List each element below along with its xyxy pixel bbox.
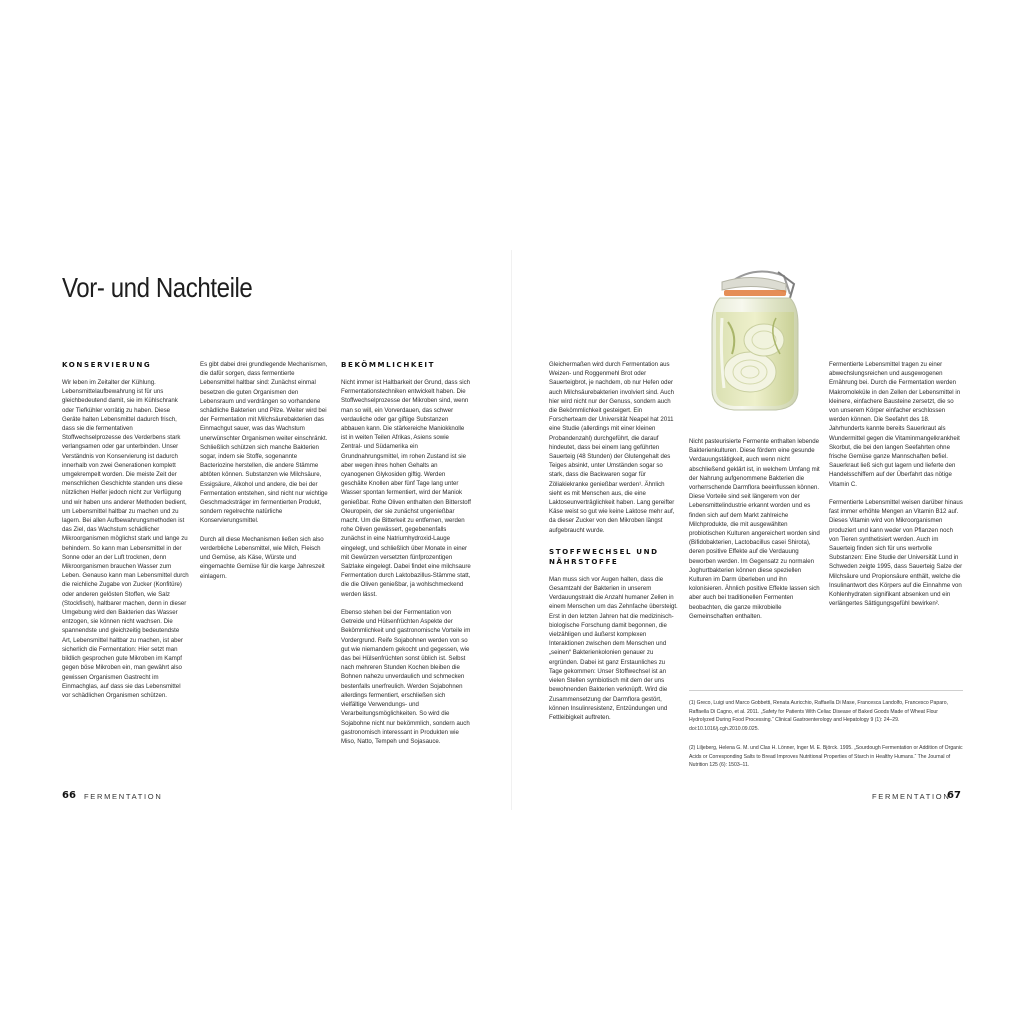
footnote-1: (1) Greco, Luigi und Marco Gobbetti, Renata Auricchio, Raffaella Di Mase, Francesca Landolfo, Francesco Paparo, Raffaella Di Cagno, et al. 2011. „Safety for Patients With Celiac Disease of Baked Goods Made of Wheat Flour Hydrolyzed During Food Processing.“ Clinical Gastroenterology and Hepatology 9 (1): 24–29. doi:10.1016/j.cgh.2010.09.025. [689,700,948,732]
paragraph: Nicht pasteurisierte Fermente enthalten lebende Bakterienkulturen. Diese fördern eine gesunde Verdauungstätigkeit, auch wenn nicht abschließend geklärt ist, in welchem Umfang mit der Nahrung aufgenommene Bakterien die vorherrschende Darmflora beeinflussen können. Diese Vorteile sind seit längerem von der Lebensmittelindustrie erkannt worden und es finden sich auf dem Markt zahlreiche Milchprodukte, die mit ausgewählten probiotischen Kulturen angereichert worden sind (Bifidobakterien, Lactobacillus casei Shirota), deren positive Effekte auf die Verdauung beworben werden. Im Gegensatz zu normalen Joghurtbakterien können diese speziellen Kulturen im Darm überleben und ihn kolonisieren. Ähnlich positive Effekte lassen sich aber auch bei traditionellen Fermenten beobachten, die ganze mikrobielle Gemeinschaften enthalten. [689,438,820,620]
paragraph: Man muss sich vor Augen halten, dass die Gesamtzahl der Bakterien in unserem Verdauungstrakt die Anzahl humaner Zellen in einem Menschen um das Zehnfache übersteigt. Erst in den letzten Jahren hat die medizinisch-biologische Forschung damit begonnen, die vielzähligen und äußerst komplexen Interaktionen zwischen dem Menschen und „seinen“ Bakterienkolonien genauer zu ergründen. Dabei ist ganz Erstaunliches zu Tage gekommen: Unser Stoffwechsel ist an vielen Stellen symbiotisch mit dem der uns bewohnenden Bakterien verknüpft. Wird die Zusammensetzung der Darmflora gestört, können Insulinresistenz, Entzündungen und Fettleibigkeit auftreten. [549,575,678,721]
paragraph: Fermentierte Lebensmittel weisen darüber hinaus fast immer erhöhte Mengen an Vitamin B12 auf. Dieses Vitamin wird von Mikroorganismen produziert und kann weder von Pflanzen noch von Tieren synthetisiert werden. Auch im Sauerteig finden sich für uns wertvolle Substanzen: Eine Studie der Universität Lund in Schweden zeigte 1995, dass Sauerteig Salze der Milchsäure und Propionsäure enthält, welche die Insulinantwort des Körpers auf die Einnahme von Kohlenhydraten signifikant absenken und ein verlängertes Sättigungsgefühl bewirken². [829,499,963,608]
page-number-left: 66 [62,790,76,801]
section-heading-stoffwechsel: STOFFWECHSEL UND NÄHRSTOFFE [549,546,659,566]
column-3 [341,360,471,746]
page-number-right: 67 [947,790,961,801]
section-heading-bekoemmlichkeit: BEKÖMMLICHKEIT [341,360,436,369]
column-2 [200,360,330,581]
section-heading-konservierung: KONSERVIERUNG [62,360,152,369]
column-4 [549,360,679,722]
paragraph: Fermentierte Lebensmittel tragen zu einer abwechslungsreichen und ausgewogenen Ernährung bei. Durch die Fermentation werden Makromoleküle in den Zellen der Lebensmittel in kleinere, einfachere Bausteine zersetzt, die so von unserem Körper einfacher erschlossen werden können. Die Seefahrt des 18. Jahrhunderts kannte bereits Sauerkraut als Wundermittel gegen die Vitaminmangelkrankheit Skorbut, die bei den langen Seefahrten ohne frische Gemüse ganze Mannschaften befiel. Sauerkraut ließ sich gut lagern und lieferte den Handelsschiffern auf der Überfahrt das nötige Vitamin C. [829,361,961,488]
paragraph: Wir leben im Zeitalter der Kühlung. Lebensmittelaufbewahrung ist für uns gleichbedeutend damit, sie im Kühlschrank oder Tiefkühler vorrätig zu haben. Diese Geräte halten Lebensmittel dadurch frisch, dass sie die fermentativen Stoffwechselprozesse des Verderbens stark verlangsamen oder gar unterbinden. Unser Verständnis von Konservierung ist dadurch innerhalb von zwei Generationen komplett umgekrempelt worden. Die meiste Zeit der menschlichen Geschichte standen uns diese nützlichen Helfer jedoch nicht zur Verfügung und wir haben uns anderer Methoden bedient, um Lebensmittel haltbar zu machen und zu lagern. Bei allen Aufbewahrungsmethoden ist das Ziel, das Wachstum schädlicher Mikroorganismen möglichst stark und lange zu behindern. So kann man Lebensmittel in der Sonne oder an der Luft trocknen, denn Mikroorganismen brauchen Wasser zum Leben. Genauso kann man Lebensmittel durch die reichliche Zugabe von Zucker (Konfitüre) oder anderen gelösten Stoffen, wie Salz (Stockfisch), haltbarer machen, denn in dieser Umgebung wird den Bakterien das Wasser entzogen, sie können nicht wachsen. Die spannendste und gleichzeitig bedeutendste Art, Lebensmittel haltbar zu machen, ist aber sicherlich die Fermentation: Hier setzt man bildlich gesprochen gute Mikroben im Kampf gegen böse Mikroben ein, man gewährt also gewissen Organismen Gastrecht im Einmachglas, auf dass sie das Lebensmittel vor schädlichen Organismen schützen. [62,379,189,699]
paragraph: Nicht immer ist Haltbarkeit der Grund, dass sich Fermentationstechniken entwickelt haben. Die Stoffwechselprozesse der Mikroben sind, wenn man so will, ein Vorverdauen, das schwer verdauliche oder gar giftige Substanzen abbauen kann. Die stärkereiche Maniokknolle ist in weiten Teilen Afrikas, Asiens sowie Zentral- und Südamerika ein Grundnahrungsmittel, im rohen Zustand ist sie aber wegen ihres hohen Gehalts an cyanogenen Glykosiden giftig. Werden geschälte Knollen aber fünf Tage lang unter Wasser spontan fermentiert, wird der Maniok genießbar. Rohe Oliven enthalten den Bitterstoff Oleuropein, der sie zunächst ungenießbar macht. Um die Bitterkeit zu entfernen, werden rohe Oliven gewässert, gegebenenfalls zunächst in eine Natriumhydroxid-Lauge eingelegt, und schließlich über Monate in einer mit Gewürzen versetzten fünfprozentigen Salzlake eingelegt. Dabei findet eine milchsaure Fermentation durch Laktobazillus-Stämme statt, die die Oliven genießbar, ja wohlschmeckend werden lässt. [341,379,471,598]
preserving-jar-icon [698,262,810,414]
column-6 [829,360,963,608]
paragraph: Durch all diese Mechanismen ließen sich also verderbliche Lebensmittel, wie Milch, Fleisch und Gemüse, als Käse, Würste und eingemachte Gemüse für die karge Jahreszeit einlagern. [200,535,325,580]
footnote-2: (2) Liljeberg, Helena G. M. und Clas H. Lönner, Inger M. E. Björck. 1995. „Sourdough Fermentation or Addition of Organic Acids or Corresponding Salts to Bread Improves Nutritional Properties of Starch in Healthy Humans.“ The Journal of Nutrition 125 (6): 1503–11. [689,745,963,769]
paragraph: Ebenso stehen bei der Fermentation von Getreide und Hülsenfrüchten Aspekte der Bekömmlichkeit und gastronomische Vorteile im Vordergrund. Reife Sojabohnen werden von so gut wie niemandem gekocht und gegessen, wie das bei Hülsenfrüchten sonst üblich ist. Selbst nach mehreren Stunden Kochen bleiben die Bohnen nahezu unverdaulich und schmecken bestenfalls unerfreulich. Werden Sojabohnen allerdings fermentiert, erschließen sich vielfältige Verwendungs- und Verarbeitungsmöglichkeiten. So wird die Sojabohne nicht nur bekömmlich, sondern auch gastronomisch interessant in Produkten wie Miso, Natto, Tempeh und Sojasauce. [341,609,471,745]
paragraph: Es gibt dabei drei grundlegende Mechanismen, die dafür sorgen, dass fermentierte Lebensmittel haltbar sind: Zunächst einmal besetzen die guten Organismen den Lebensraum und verdrängen so vorhandene schädliche Bakterien und Pilze. Weiter wird bei der Fermentation mit Milchsäurebakterien das Einmachgut sauer, was das Wachstum unerwünschter Organismen weiter einschränkt. Schließlich schützen sich manche Bakterien sogar, indem sie Stoffe, sogenannte Bacteriozine herstellen, die andere Stämme abtöten können. Substanzen wie Milchsäure, Essigsäure, Alkohol und andere, die bei der Fermentation entstehen, sind nicht nur wichtige Geschmacksträger im fermentierten Produkt, sondern regelrechte natürliche Konservierungsmittel. [200,361,328,525]
page-gutter [511,250,512,810]
footnote-divider [689,690,963,691]
paragraph: Gleichermaßen wird durch Fermentation aus Weizen- und Roggenmehl Brot oder Sauerteigbrot, je nachdem, ob nur Hefen oder auch Milchsäurebakterien involviert sind. Auch hier wird nicht nur der Genuss, sondern auch die Bekömmlichkeit gesteigert. Ein Forscherteam der Universität Neapel hat 2011 eine Studie (allerdings mit einer kleinen Probandenzahl) durchgeführt, die darauf hindeutet, dass bei einem lang geführten Sauerteig (48 Stunden) der Glutengehalt des Teiges absinkt, unter Umständen sogar so stark, dass die Backwaren sogar für Zöliakiekranke genießbar werden¹. Ähnlich sieht es mit Menschen aus, die eine Laktoseunverträglichkeit haben. Lang gereifter Käse weist so gut wie keine Laktose mehr auf, da dieser Zucker von den Mikroben längst aufgebraucht wurde. [549,361,675,534]
column-5 [689,437,821,621]
page-title: Vor- und Nachteile [62,272,253,303]
column-1 [62,360,190,700]
running-head-left: FERMENTATION [84,792,163,801]
running-head-right: FERMENTATION [872,792,951,801]
